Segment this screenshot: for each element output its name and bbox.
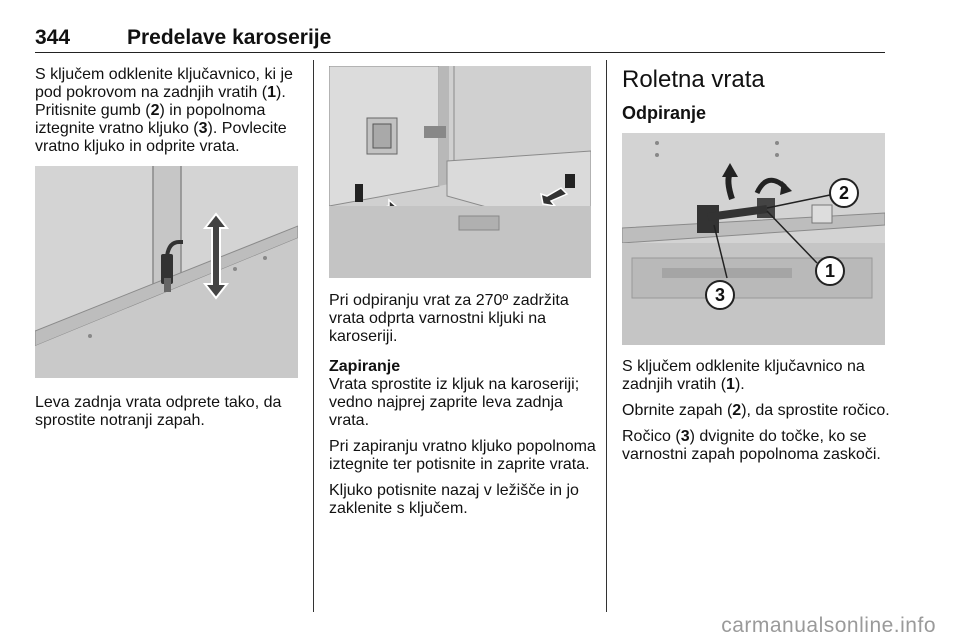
column-divider-2 (606, 60, 607, 612)
chapter-title: Predelave karoserije (127, 26, 332, 49)
closing-subheading: Zapiranje (329, 358, 401, 375)
figure-caption (35, 394, 301, 438)
column-middle (329, 292, 597, 526)
roller-step-3: Ročico (3) dvignite do točke, ko se varnostni zapah popolnoma zaskoči. (622, 428, 881, 463)
watermark: carmanualsonline.info (721, 614, 936, 637)
roller-step-1: S ključem odklenite ključavnico na zadnjih vratih (1). (622, 358, 865, 393)
callout-2: 2 (829, 178, 859, 208)
section-subtitle: Odpiranje (622, 103, 707, 123)
roller-door-illustration (622, 133, 885, 345)
column-left (35, 66, 301, 164)
roller-step-2: Obrnite zapah (2), da sprostite ročico. (622, 402, 890, 419)
callout-3: 3 (705, 280, 735, 310)
door-open-paragraph: Pri odpiranju vrat za 270º zadržita vrata odprta varnostni kljuki na karoseriji. (329, 292, 569, 345)
caption-text: Leva zadnja vrata odprete tako, da sprostite notranji zapah. (35, 394, 282, 429)
callout-1: 1 (815, 256, 845, 286)
instruction-paragraph: S ključem odklenite ključavnico, ki je pod pokrovom na zadnjih vratih (1). Pritisnite gumb (2) in popolnoma iztegnite vratno kljuko (3). Povlecite vratno kljuko in odprite vrata. (35, 66, 293, 155)
closing-paragraph-1: Vrata sprostite iz kljuk na karoseriji; vedno najprej zaprite leva zadnja vrata. (329, 376, 580, 429)
section-title: Roletna vrata (622, 66, 765, 93)
rear-doors-illustration (329, 66, 591, 278)
page-number: 344 (35, 26, 71, 49)
closing-paragraph-2: Pri zapiranju vratno kljuko popolnoma iztegnite ter potisnite in zaprite vrata. (329, 438, 596, 473)
column-divider-1 (313, 60, 314, 612)
column-right (622, 358, 894, 472)
page-header (35, 22, 885, 53)
column-right-heading (622, 66, 892, 124)
closing-paragraph-3: Kljuko potisnite nazaj v ležišče in jo zaklenite s ključem. (329, 482, 579, 517)
door-handle-illustration (35, 166, 298, 378)
